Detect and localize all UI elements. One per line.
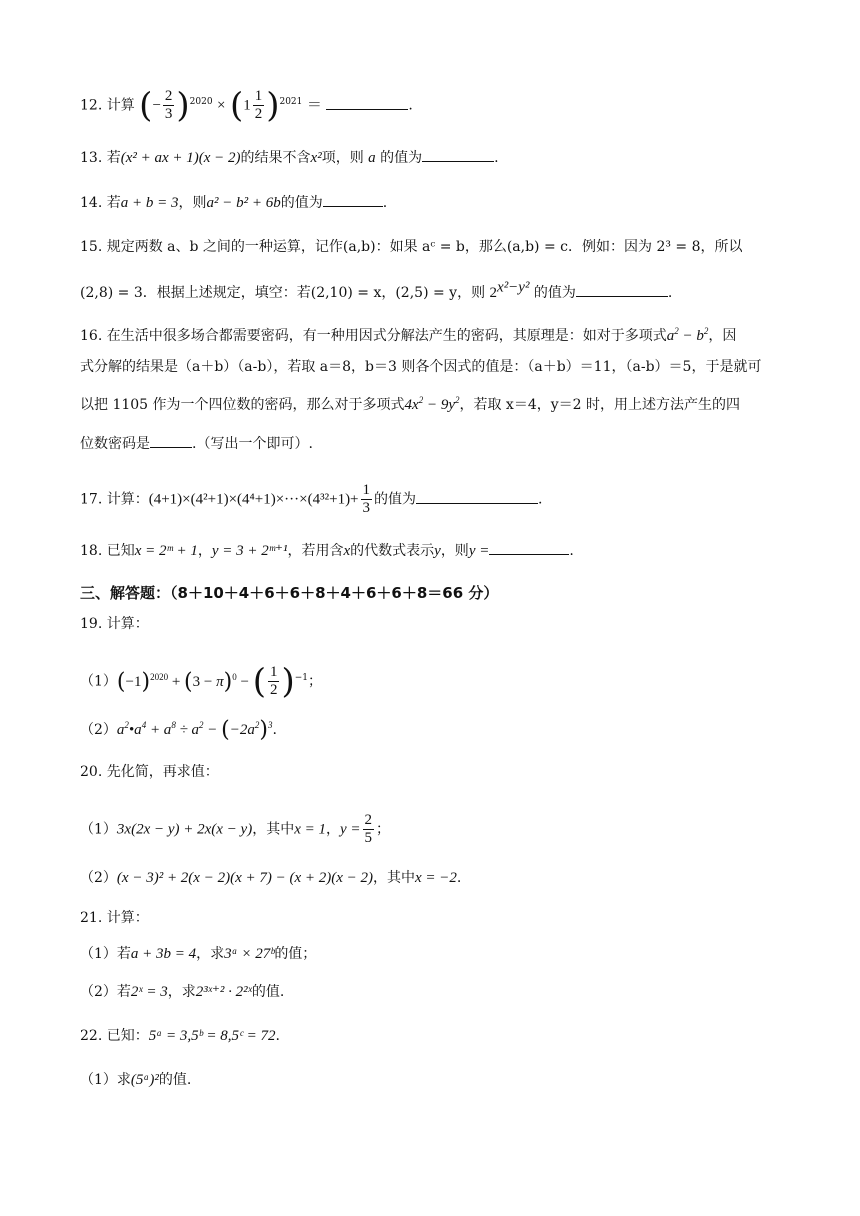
q13-tail: 的值为 [380,150,423,166]
q19-p2-end: . [272,722,277,738]
question-19-part1: $(1)(-1)^{2020} + (3 - \pi)^0$ − ( $\frac{1}{2}$ )$^{-1}$； [80,661,322,702]
q17-prefix: 17. 计算： [80,491,149,508]
q16-poly1: $a^2 - b^2$ [666,326,709,344]
q19-title: 19. 计算： [80,616,149,632]
q21-p1-mid: ，求 [196,946,225,962]
question-22-part1 [80,1070,780,1090]
q14-text: ，则 [178,195,207,211]
question-16-line3 [80,395,780,415]
q21-p2-expression: 2³ˣ⁺² · 2²ˣ [195,984,252,1000]
q18-text2: 的代数式表示 [350,543,435,559]
fraction-half: $\frac{1}{2}$ [269,664,278,698]
q16-text-line3: 以把 1105 作为一个四位数的密码，那么对于多项式 [80,397,405,413]
question-18 [80,540,780,561]
fraction-1-2: $\frac{1}{2}$ [254,88,263,122]
q22-end: . [275,1028,280,1044]
q14-prefix: 14. 若 [80,195,121,211]
fraction-2-5: $\frac{2}{5}$ [364,812,373,846]
answer-blank-16[interactable] [150,433,192,448]
q17-end: . [538,491,543,508]
q21-p2-mid: ，求 [167,984,196,1000]
q20-p1-label: （1） [80,821,117,838]
question-19-part2: $(2)a^2•a^4 + a^8 \div a^2 - (-2a^2)^3$. [80,717,277,743]
question-20-part1 [80,812,780,847]
question-20-title [80,762,780,782]
q18-prefix: 18. 已知 [80,543,135,559]
q16-text-line4b: .（写出一个即可）. [192,436,313,452]
answer-blank-14[interactable] [323,192,383,207]
q18-expr-y: y = 3 + 2ᵐ⁺¹ [211,543,288,559]
answer-blank-12[interactable] [326,95,408,110]
question-21-title [80,908,780,928]
question-19-title [80,614,780,634]
q22-title: 22. 已知： [80,1028,149,1044]
q21-p1-label: （1）若 [80,946,131,962]
section-title-3: 三、解答题：（8＋10＋4＋6＋6＋8＋4＋6＋6＋8＝66 分） [80,584,499,602]
question-14 [80,192,780,213]
q15-text-line1: 15. 规定两数 a、b 之间的一种运算，记作(a,b)：如果 aᶜ = b，那么(a,b) = c．例如：因为 2³ = 8，所以 [80,239,743,255]
q20-p1-sep: ， [326,821,340,838]
question-13 [80,147,780,168]
q13-term: x² [310,150,322,166]
q17-tail: 的值为 [374,491,417,508]
q20-p2-x: x = −2 [415,870,457,886]
q15-text-line2: (2,8) = 3．根据上述规定，填空：若(2,10) = x，(2,5) = y，则 [80,285,486,301]
q12-exp1: 2020 [189,96,213,107]
answer-blank-15[interactable] [576,282,668,297]
q22-expression: 5ᵃ = 3,5ᵇ = 8,5ᶜ = 72 [148,1028,276,1044]
q21-p1-cond: a + 3b = 4 [130,946,197,962]
q14-tail: 的值为 [280,195,323,211]
q20-p1-cond: ，其中 [252,821,295,838]
q16-text-line1: 16. 在生活中很多场合都需要密码，有一种用因式分解法产生的密码，其原理是：如对于多项式 [80,328,667,344]
q19-p1-label: （1） [80,673,117,690]
q13-text: 的结果不含 [240,150,311,166]
q18-end: . [569,543,574,559]
question-17 [80,482,780,517]
q18-text: ，若用含 [287,543,344,559]
q20-p2-end: . [456,870,462,886]
fraction-1-3: $\frac{1}{3}$ [362,482,371,516]
q12-end: . [408,97,413,114]
q16-poly2: $4x^2 - 9y^2$ [404,395,460,413]
question-16-line2 [80,357,780,377]
q17-expression: (4+1)×(4²+1)×(4⁴+1)×···×(4³²+1)+ [148,491,359,508]
q20-p2-label: （2） [80,870,117,886]
q18-tail: ，则 [440,543,469,559]
q13-var: a [368,150,376,166]
q13-end: . [494,150,499,166]
q20-p1-y: y = [340,821,361,838]
question-20-part2 [80,868,780,888]
question-16-line1 [80,326,780,346]
fraction-2-3: $\frac{2}{3}$ [164,88,173,122]
q18-answer-lhs: y = [468,543,490,559]
q20-p1-end: ； [376,821,391,838]
question-15-line1 [80,237,780,257]
q22-p1-end: 的值. [158,1072,192,1088]
times-sign: × [217,97,226,114]
q21-p2-label: （2）若 [80,984,131,1000]
q12-exp2: 2021 [279,96,303,107]
q14-end: . [382,195,388,211]
q19-p1-end: ； [308,673,322,690]
question-12: 12. 计算 (− $\frac{2}{3}$ )$^{2020}$ × (1 $\frac{1}{2}$ )$^{2021}$ ＝ . [80,85,413,126]
q20-p1-expression: 3x(2x − y) + 2x(x − y) [116,821,253,838]
q16-text-line1b: ，因 [708,328,737,344]
question-16-line4 [80,433,780,454]
q18-var-y: y [434,543,441,559]
q20-title: 20. 先化简，再求值： [80,764,219,780]
q16-text-line2: 式分解的结果是（a＋b）（a-b），若取 a＝8，b＝3 则各个因式的值是：（a＋b）＝11，（a-b）＝5，于是就可 [80,359,762,375]
q13-text2: 项，则 [321,150,364,166]
q20-p2-cond: ，其中 [373,870,416,886]
q15-exponent: x²−y² [497,279,530,296]
question-21-part1 [80,944,780,964]
answer-blank-13[interactable] [422,147,494,162]
q16-text-line4: 位数密码是 [80,436,150,452]
equals-sign: ＝ [306,97,322,114]
q21-p1-expression: 3ᵃ × 27ᵇ [224,946,275,962]
q13-prefix: 13. 若 [80,150,121,166]
q15-tail: 的值为 [533,285,576,301]
q21-title: 21. 计算： [80,910,149,926]
answer-blank-18[interactable] [489,540,569,555]
q21-p2-cond: 2ˣ = 3 [130,984,168,1000]
q19-p2-label: （2） [80,722,117,738]
q14-expression: a² − b² + 6b [206,195,281,211]
q15-end: . [667,285,673,301]
q21-p1-end: 的值； [274,946,317,962]
question-22-title [80,1026,780,1046]
answer-blank-17[interactable] [416,489,538,504]
q20-p1-x: x = 1 [294,821,326,838]
q20-p2-expression: (x − 3)² + 2(x − 2)(x + 7) − (x + 2)(x − 2) [116,870,374,886]
q18-sep: ， [197,543,212,559]
q18-var-x: x [343,543,351,559]
q22-p1-label: （1）求 [80,1072,131,1088]
q12-prefix: 12. 计算 [80,97,135,114]
q21-p2-end: 的值. [251,984,285,1000]
q16-text-line3b: ，若取 x＝4，y＝2 时，用上述方法产生的四 [459,397,741,413]
q18-expr-x: x = 2ᵐ + 1 [134,543,198,559]
q13-expression: (x² + ax + 1)(x − 2) [120,150,241,166]
question-15-line2: (2,8) = 3．根据上述规定，填空：若(2,10) = x，(2,5) = y，则 $2^{x^2-y^2}$ 的值为 . [80,279,673,301]
q22-p1-expression: (5ᵃ)² [130,1072,159,1088]
question-21-part2 [80,982,780,1002]
q14-condition: a + b = 3 [120,195,179,211]
